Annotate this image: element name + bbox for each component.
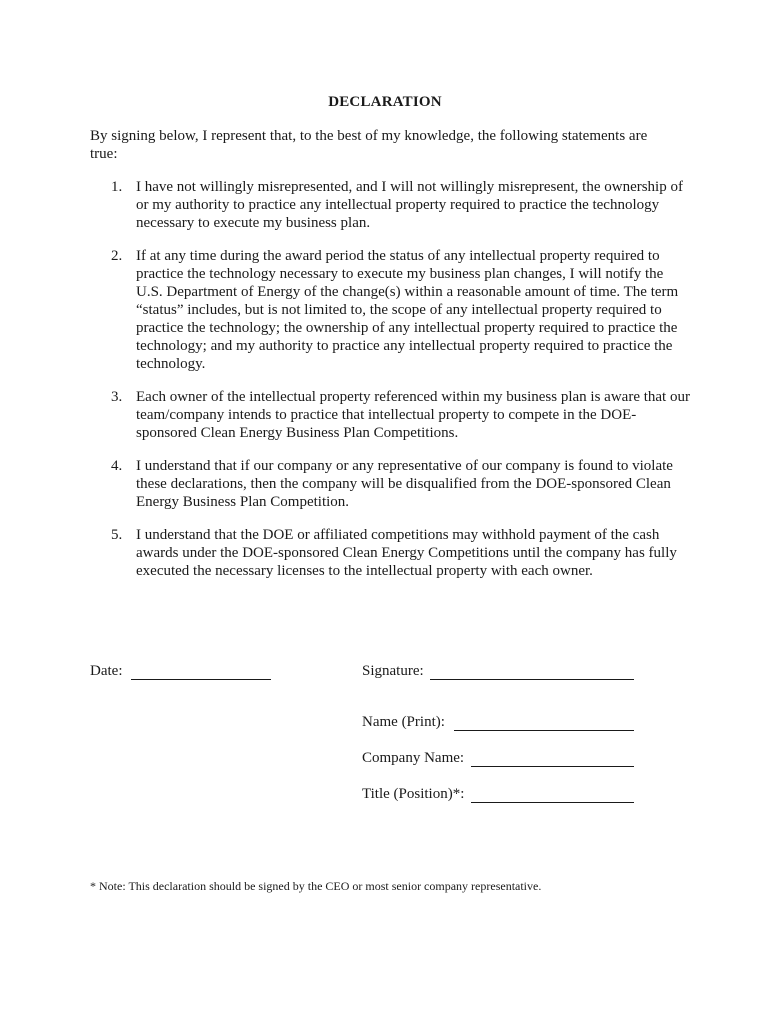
intro-paragraph: By signing below, I represent that, to the best of my knowledge, the following statements are true: bbox=[90, 128, 648, 162]
statement-item bbox=[111, 457, 691, 511]
statement-item bbox=[111, 526, 691, 580]
statement-text: I understand that if our company or any representative of our company is found to violate these declarations, then the company will be disqualified from the DOE-sponsored Clean Energy Business Plan Competition. bbox=[136, 458, 673, 510]
statement-number: 4. bbox=[111, 458, 123, 474]
document-title: DECLARATION bbox=[328, 94, 442, 110]
name-line[interactable] bbox=[454, 713, 634, 731]
company-label: Company Name: bbox=[362, 750, 465, 766]
statement-item bbox=[111, 388, 691, 442]
statement-number: 1. bbox=[111, 179, 123, 195]
date-line[interactable] bbox=[131, 662, 271, 680]
name-field bbox=[362, 713, 445, 731]
title-position-field bbox=[362, 785, 464, 803]
statement-text: I understand that the DOE or affiliated competitions may withhold payment of the cash awards under the DOE-sponsored Clean Energy Competitions until the company has fully executed the necessary licenses to the intellectual property with each owner. bbox=[136, 527, 677, 579]
company-field bbox=[362, 749, 464, 767]
statement-text: Each owner of the intellectual property referenced within my business plan is aware that our team/company intends to practice that intellectual property to compete in the DOE-sponsored Clean Energy Business Plan Competitions. bbox=[136, 389, 690, 441]
name-label: Name (Print): bbox=[362, 714, 445, 730]
signature-label: Signature: bbox=[362, 663, 424, 679]
statement-number: 5. bbox=[111, 527, 123, 543]
signature-line[interactable] bbox=[430, 662, 634, 680]
title-position-line[interactable] bbox=[471, 785, 634, 803]
signature-field bbox=[362, 662, 424, 680]
statement-text: I have not willingly misrepresented, and I will not willingly misrepresent, the ownership of or my authority to practice any intellectual property required to practice the technology necessary to execute my business plan. bbox=[136, 179, 683, 231]
statement-number: 2. bbox=[111, 248, 123, 264]
statement-text: If at any time during the award period the status of any intellectual property required to practice the technology necessary to execute my business plan changes, I will notify the U.S. Department of Energy of the change(s) within a reasonable amount of time. The term “status” includes, but is not limited to, the scope of any intellectual property required to practice the technology; the ownership of any intellectual property required to practice the technology; and my authority to practice any intellectual property required to practice the technology. bbox=[136, 248, 679, 372]
date-label: Date: bbox=[90, 663, 123, 679]
date-field bbox=[90, 662, 122, 680]
title-position-label: Title (Position)*: bbox=[362, 786, 465, 802]
statement-item bbox=[111, 178, 691, 232]
company-line[interactable] bbox=[471, 749, 634, 767]
statement-number: 3. bbox=[111, 389, 123, 405]
footnote: * Note: This declaration should be signed by the CEO or most senior company representative. bbox=[90, 879, 542, 893]
statement-item bbox=[111, 247, 691, 373]
